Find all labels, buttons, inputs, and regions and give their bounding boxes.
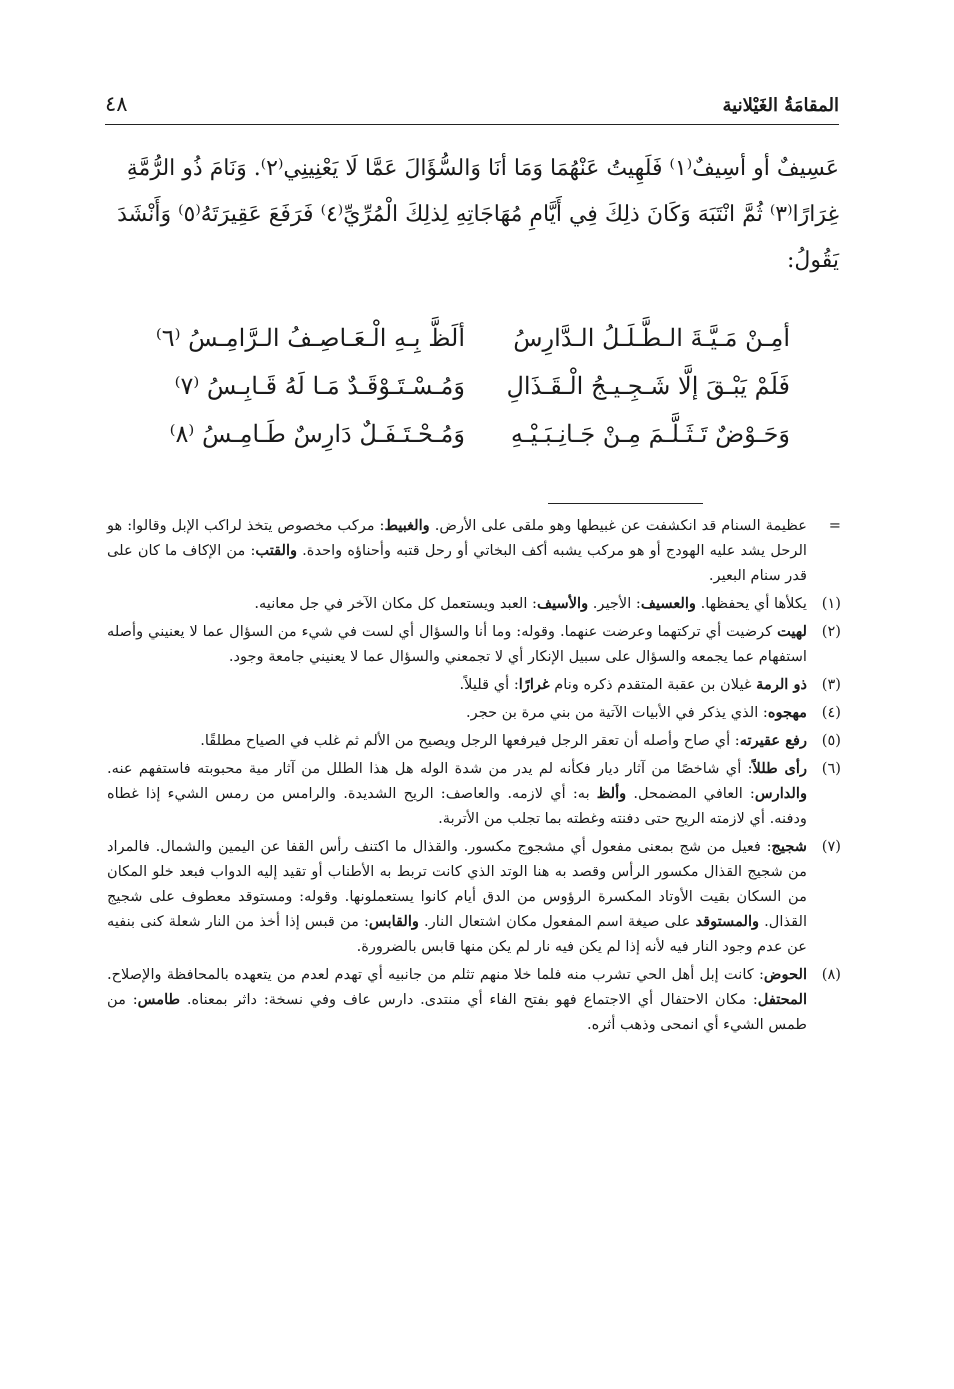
footnote-4 [107,700,841,725]
footnote-number: (٥) [821,732,841,749]
verse-2-second-hemistich: وَمُـسْـتَـوْقَـدٌ مَـا لَهُ قَـابِـسُ ⁽٧⁾ [174,372,465,400]
footnote-5 [107,728,841,753]
footnote-text: لهيت كرضيت أي تركتهما وعرضت عنهما. وقوله: وما أنا والسؤال أي لست في شيء من السؤال عما لا يعنيني وأصله استفهام عما يجمعه والسؤال على سبيل الإنكار أي لا تجمعني والسؤال عما لا يعنيني جامعة وجود. [107,623,807,665]
footnote-6 [107,756,841,831]
footnote-text: يكلأها أي يحفظها. والعسيف: الأجير. والأسيف: العبد ويستعمل كل مكان الآخر في جل معانيه. [254,595,807,612]
footnote-1 [107,591,841,616]
footnote-7 [107,834,841,959]
running-title: المقامَةُ الغَيْلانية [722,95,839,116]
footnote-8 [107,962,841,1037]
footnote-number: = [828,517,841,534]
verse-3-first-hemistich: وَحَـوْضٌ تَـثَـلَّـمَ مِـنْ جَـانِـبَـيْـهِ [510,420,790,448]
verse-2 [150,362,790,410]
main-line-2: غِرَارًا⁽٣⁾ ثُمَّ انْتَبَهَ وَكَانَ ذلِكَ فِي أَيَّامِ مُهَاجَاتِهِ لِذلِكَ الْمُرِّيِّ⁽٤⁾ فَرَفَعَ عَقِيرَتَهُ⁽٥⁾ وَأَنْشَدَ [117,202,839,227]
verse-1 [150,314,790,362]
footnote-text: الحوض: كانت إبل أهل الحي تشرب منه فلما خلا منهم تثلم من جانبيه أي تهدم لعدم من يتعهده بالمحافظة والإصلاح. المحتفل: مكان الاحتفال أي الاجتماع فهو بفتح الفاء أي منتدى. دارس عاف وفي نسخة: داثر بمعناه. طامس: من طمس الشيء أي انمحى وذهب أثره. [107,966,807,1033]
footnote-text: رأى طللاً: أي شاخصًا من آثار ديار فكأنه لم يدر من شدة الوله هل هذا الطلل من آثار مية محبوبته فاستفهم عنه. والدارس: العافي المضمحل. وألظ به: أي لازمه. والعاصف: الريح الشديدة. والرامس من رمس الشيء إذا غطاه ودفنه. أي لازمته الريح حتى دفنته وغطته بما تجلب من الأتربة. [107,760,808,827]
main-line-1: عَسِيفٌ أو أسِيفٌ⁽١⁾ فَلَهِيتُ عَنْهُمَا وَمَا أنَا وَالسُّؤَالَ عَمَّا لَا يَعْنِينِي⁽٢⁾. وَنَامَ ذُو الرُّمَّةِ [126,156,839,181]
verse-1-first-hemistich: أمِـنْ مَـيَّـةَ الـطَّـلَـلُ الـدَّارِسُ [513,324,790,352]
verse-2-first-hemistich: فَلَمْ يَبْـقَ إلَّا شَـجِـيـجُ الْـقَـذَالِ [506,372,790,400]
footnote-2 [107,619,841,669]
poem-verses [150,314,790,458]
page-number: ٤٨ [105,92,128,116]
page-header [105,86,839,125]
footnote-number: (٢) [821,623,841,640]
footnote-number: (٤) [821,704,841,721]
footnote-text: ذو الرمة غيلان بن عقبة المتقدم ذكره ونام غرارًا: أي قليلاً. [459,676,807,693]
footnote-continued [107,513,841,588]
footnote-number: (٧) [821,838,841,855]
verse-1-second-hemistich: ألَظَّ بِـهِ الْـعَـاصِـفُ الـرَّامِـسُ ⁽٦⁾ [155,324,465,352]
main-line-3: يَقُولُ: [786,248,839,273]
main-text [105,146,839,284]
verse-3 [150,410,790,458]
footnote-text: شجيج: فعيل من شج بمعنى مفعول أي مشجوج مكسور. والقذال ما اكتنف رأس القفا عن اليمين والشمال. فالمراد من شجيج القذال مكسور الرأس وقصد به هنا الوتد الذي كانت تربط به الأطناب أو تقيد إليه الدواب فبعد خلو المكان من السكان بقيت الأوتاد المكسرة الرؤوس من الدق أيام كانوا يستعملونها. وقوله: ومستوقد معطوف على شجيج القذال. والمستوقد على صيغة اسم المفعول مكان اشتعال النار. والقابس: من قبس إذا أخذ من النار شعلة كنى بنفيه عن عدم وجود النار فيه لأنه إذا لم يكن فيه نار لم يكن منها قابس بالضرورة. [107,838,808,955]
footnote-3 [107,672,841,697]
footnote-number: (٨) [821,966,841,983]
footnotes [107,513,841,1040]
footnote-text: عظيمة السنام قد انكشفت عن غبيطها وهو ملقى على الأرض. والغبيط: مركب مخصوص يتخذ لراكب الإبل وقالوا: هو الرحل يشد عليه الهودج أو هو مركب يشبه أكف البخاتي أو رحل قتبه وأحناؤه واحدة. والقتب: من الإكاف ما كان على قدر سنام البعير. [107,517,807,584]
footnote-separator [548,503,703,504]
footnote-number: (١) [821,595,841,612]
verse-3-second-hemistich: وَمُـحْـتَـفَـلٌ دَارِسٌ طَـامِـسُ ⁽٨⁾ [169,420,465,448]
footnote-text: رفع عقيرته: أي صاح وأصله أن تعقر الرجل فيرفعها الرجل ويصيح من الألم ثم غلب في الصياح مطلقًا. [200,732,807,749]
footnote-number: (٦) [821,760,841,777]
footnote-number: (٣) [821,676,841,693]
footnote-text: مهجوه: الذي يذكر في الأبيات الآتية من بني مرة بن حجر. [466,704,807,721]
